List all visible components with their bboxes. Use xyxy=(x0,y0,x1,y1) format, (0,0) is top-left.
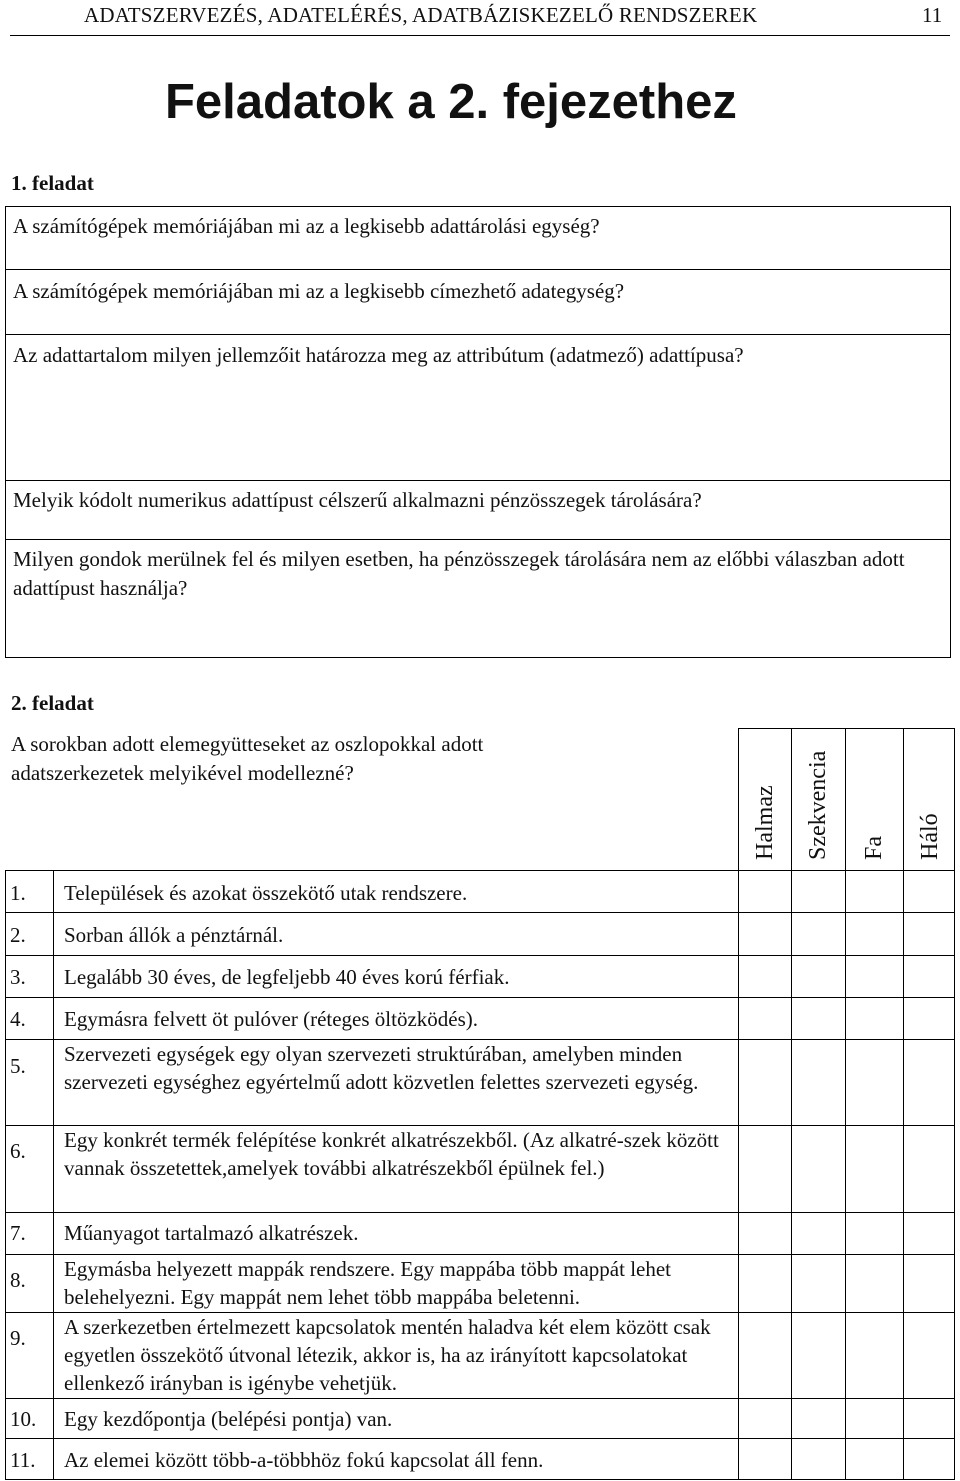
column-header-fa: Fa xyxy=(861,836,887,860)
table-border xyxy=(791,728,792,1480)
table-border xyxy=(5,955,955,956)
row-text: Legalább 30 éves, de legfeljebb 40 éves korú férfiak. xyxy=(64,965,510,989)
table-border xyxy=(738,728,739,1480)
table-border xyxy=(53,870,54,1480)
page-number: 11 xyxy=(922,3,943,27)
column-header-halo: Háló xyxy=(917,813,943,860)
row-text: Települések és azokat összekötő utak rendszere. xyxy=(64,881,468,905)
table-border xyxy=(738,728,955,729)
column-header-szekvencia: Szekvencia xyxy=(805,750,831,860)
row-text: Szervezeti egységek egy olyan szervezeti struktúrában, amelyben minden szervezeti egységhez egyértelmű adott közvetlen felettes szervezeti egység. xyxy=(64,1042,699,1094)
row-number: 9. xyxy=(10,1326,26,1350)
row-text: Sorban állók a pénztárnál. xyxy=(64,923,284,947)
row-text: Műanyagot tartalmazó alkatrészek. xyxy=(64,1221,359,1245)
row-number: 10. xyxy=(10,1407,37,1431)
row-number: 7. xyxy=(10,1221,26,1245)
chapter-title: Feladatok a 2. fejezethez xyxy=(165,75,737,129)
table-border xyxy=(5,1438,955,1439)
row-text: Egymásra felvett öt pulóver (réteges öltözködés). xyxy=(64,1007,479,1031)
row-number: 6. xyxy=(10,1139,26,1163)
row-number: 4. xyxy=(10,1007,26,1031)
row-text: Egy kezdőpontja (belépési pontja) van. xyxy=(64,1407,393,1431)
task2-heading: 2. feladat xyxy=(11,691,94,715)
table-border xyxy=(845,728,846,1480)
row-number: 5. xyxy=(10,1054,26,1078)
table-border xyxy=(5,870,955,871)
row-number: 8. xyxy=(10,1268,26,1292)
task1-question-2: A számítógépek memóriájában mi az a legkisebb címezhető adategység? xyxy=(13,279,625,303)
table-border xyxy=(5,912,955,913)
task1-question-5: Milyen gondok merülnek fel és milyen esetben, ha pénzösszegek tárolására nem az előbbi válaszban adott adattípust használja? xyxy=(13,547,905,600)
task1-heading: 1. feladat xyxy=(11,171,94,195)
row-text: Az elemei között több-a-többhöz fokú kapcsolat áll fenn. xyxy=(64,1448,544,1472)
table-border xyxy=(954,728,955,1480)
task1-question-4: Melyik kódolt numerikus adattípust célszerű alkalmazni pénzösszegek tárolására? xyxy=(13,488,702,512)
table-border xyxy=(5,1479,955,1480)
task1-question-3: Az adattartalom milyen jellemzőit határozza meg az attribútum (adatmező) adattípusa? xyxy=(13,343,744,367)
table-border xyxy=(5,997,955,998)
task1-question-1: A számítógépek memóriájában mi az a legkisebb adattárolási egység? xyxy=(13,214,600,238)
table-border xyxy=(903,728,904,1480)
table-border xyxy=(5,1398,955,1399)
row-text: Egymásba helyezett mappák rendszere. Egy mappába több mappát lehet belehelyezni. Egy mappát nem lehet több mappába beletenni. xyxy=(64,1257,672,1309)
table-border xyxy=(5,1212,955,1213)
column-header-halmaz: Halmaz xyxy=(752,785,778,860)
row-number: 3. xyxy=(10,965,26,989)
row-number: 2. xyxy=(10,923,26,947)
row-text: Egy konkrét termék felépítése konkrét alkatrészekből. (Az alkatré-szek között vannak összetettek,amelyek további alkatrészekből épülnek fel.) xyxy=(64,1128,719,1180)
row-number: 11. xyxy=(10,1448,36,1472)
running-header-title: ADATSZERVEZÉS, ADATELÉRÉS, ADATBÁZISKEZELŐ RENDSZEREK xyxy=(84,3,758,27)
row-text: A szerkezetben értelmezett kapcsolatok mentén haladva két elem között csak egyetlen összekötő útvonal létezik, akkor is, ha az irányított kapcsolatokat ellenkező irányban is igénybe vehetjük. xyxy=(64,1315,711,1395)
task2-intro: A sorokban adott elemegyütteseket az oszlopokkal adott adatszerkezetek melyikével modellezné? xyxy=(11,732,484,785)
row-number: 1. xyxy=(10,881,26,905)
table-border xyxy=(5,870,6,1480)
